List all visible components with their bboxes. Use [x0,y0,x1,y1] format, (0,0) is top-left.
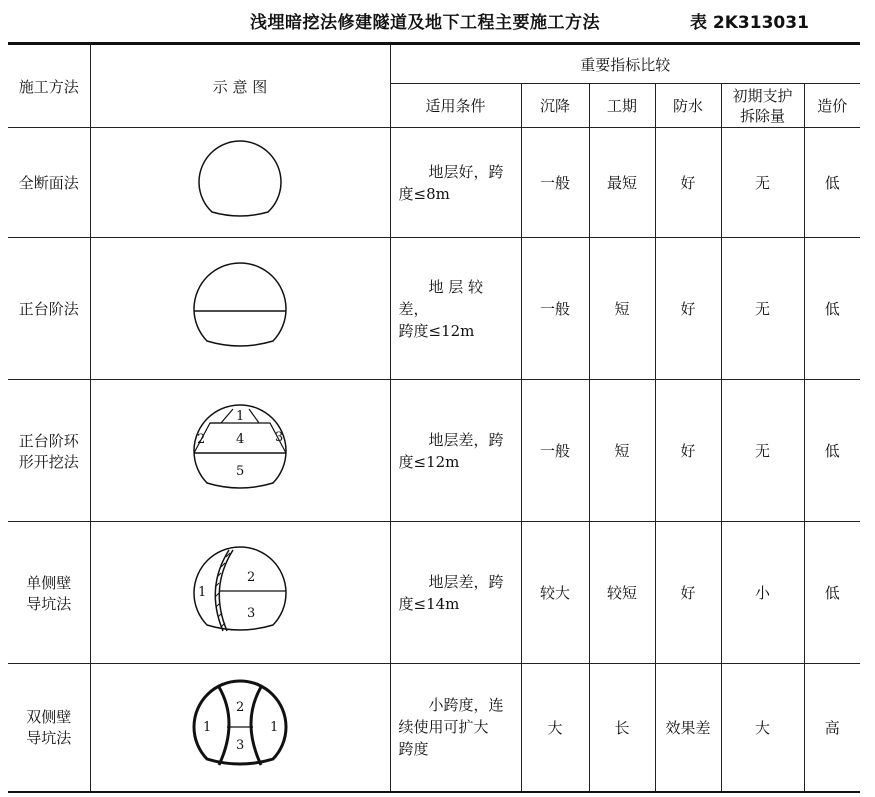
table-number: 表 2K313031 [690,13,809,33]
cost-value: 高 [804,664,860,792]
method-cell [8,380,90,522]
diagram-label: 1 [270,720,279,736]
method-name: 导坑法 [26,594,72,613]
diagram-label: 3 [236,738,245,754]
table-row [8,128,860,238]
method-name: 形开挖法 [18,452,79,471]
method-cell [8,664,90,792]
header-settlement: 沉降 [521,84,589,128]
diagram-label: 4 [236,431,245,447]
bench-diagram [185,259,295,359]
header-diagram: 示 意 图 [90,44,390,128]
full-face-diagram [190,138,290,228]
settlement-value: 较大 [521,522,589,664]
diagram-label: 1 [203,720,212,736]
diagram-cell [90,522,390,664]
method-name: 双侧壁 [26,708,72,727]
condition-line: 地 层 较 差， [398,277,484,318]
duration-value: 最短 [589,128,655,238]
table-row [8,522,860,664]
header-condition: 适用条件 [390,84,521,128]
condition-line: 地层差，跨 [428,430,504,449]
method-name: 单侧壁 [26,573,72,592]
diagram-label: 3 [247,605,256,621]
diagram-label: 2 [197,431,206,447]
support-removal-value: 大 [721,664,804,792]
condition-line: 地层好，跨 [428,162,504,181]
double-side-drift-diagram [185,677,295,777]
header-waterproof: 防水 [655,84,721,128]
settlement-value: 大 [521,664,589,792]
header-support-removal-line1: 初期支护 [732,86,793,105]
condition-line: 度≤14m [398,594,460,613]
settlement-value: 一般 [521,128,589,238]
condition-line: 跨度≤12m [398,321,475,340]
header-indicator-group: 重要指标比较 [390,44,860,84]
method-cell [8,522,90,664]
ring-bench-diagram [185,401,295,501]
table-row [8,238,860,380]
settlement-value: 一般 [521,238,589,380]
waterproof-value: 好 [655,380,721,522]
diagram-label: 2 [247,569,256,585]
condition-line: 地层差，跨 [428,572,504,591]
waterproof-value: 好 [655,522,721,664]
table-title: 浅埋暗挖法修建隧道及地下工程主要施工方法 [250,13,600,33]
duration-value: 短 [589,238,655,380]
header-support-removal-line2: 拆除量 [739,106,785,125]
diagram-label: 3 [275,429,284,445]
method-cell [8,238,90,380]
method-name: 导坑法 [26,729,72,748]
cost-value: 低 [804,128,860,238]
duration-value: 短 [589,380,655,522]
support-removal-value: 无 [721,128,804,238]
settlement-value: 一般 [521,380,589,522]
diagram-label: 2 [236,700,245,716]
condition-cell [390,238,521,380]
diagram-cell [90,128,390,238]
method-cell [8,128,90,238]
table-row [8,664,860,792]
diagram-label: 1 [198,584,207,600]
construction-methods-table [8,42,860,793]
table-row [8,380,860,522]
condition-cell [390,522,521,664]
cost-value: 低 [804,238,860,380]
condition-cell [390,128,521,238]
method-name: 正台阶环 [18,431,79,450]
header-cost: 造价 [804,84,860,128]
duration-value: 较短 [589,522,655,664]
condition-cell [390,380,521,522]
waterproof-value: 效果差 [655,664,721,792]
cost-value: 低 [804,380,860,522]
support-removal-value: 无 [721,380,804,522]
support-removal-value: 无 [721,238,804,380]
diagram-label: 1 [236,408,245,424]
waterproof-value: 好 [655,238,721,380]
single-side-drift-diagram [185,543,295,643]
diagram-cell [90,380,390,522]
diagram-label: 5 [236,463,245,479]
waterproof-value: 好 [655,128,721,238]
diagram-cell [90,664,390,792]
header-duration: 工期 [589,84,655,128]
condition-line: 度≤8m [398,184,450,203]
condition-cell [390,664,521,792]
method-name: 正台阶法 [18,300,79,318]
duration-value: 长 [589,664,655,792]
method-name: 全断面法 [18,174,79,192]
condition-line: 小跨度，连 [428,696,504,715]
condition-line: 续使用可扩大 [398,718,489,737]
header-support-removal [721,84,804,128]
cost-value: 低 [804,522,860,664]
diagram-cell [90,238,390,380]
condition-line: 度≤12m [398,452,460,471]
header-method: 施工方法 [8,44,90,128]
condition-line: 跨度 [398,740,429,759]
support-removal-value: 小 [721,522,804,664]
